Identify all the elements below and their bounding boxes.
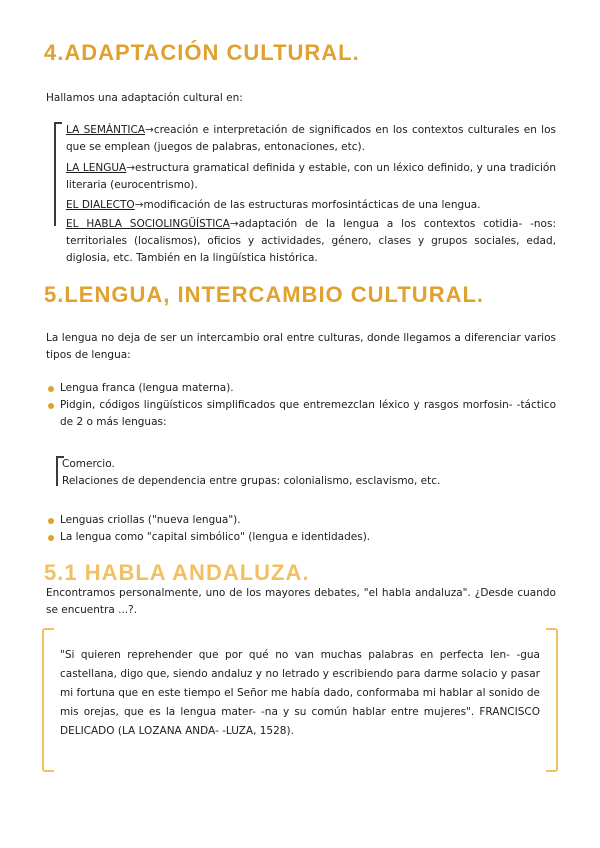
- section-5-1-intro: Encontramos personalmente, uno de los mayores debates, "el habla andaluza". ¿Desde cuando se encuentra ...?.: [46, 587, 556, 616]
- section-4-intro: Hallamos una adaptación cultural en:: [46, 92, 243, 104]
- right-bracket-decoration: [546, 628, 558, 772]
- language-types-list: [46, 380, 556, 431]
- arrow-icon: →: [126, 162, 136, 174]
- quote-box: [42, 628, 558, 772]
- list-item: Comercio.: [62, 458, 115, 470]
- list-item: Pidgin, códigos lingüísticos simplificados que entremezclan léxico y rasgos morfosin- -táctico de 2 o más lenguas:: [46, 397, 556, 431]
- adaptation-item-dialecto: [66, 197, 556, 214]
- section-5-intro: La lengua no deja de ser un intercambio oral entre culturas, donde llegamos a diferenciar varios tipos de lengua:: [46, 332, 556, 361]
- bullet-dot-icon: [48, 535, 54, 541]
- list-bracket: [54, 122, 66, 226]
- term-label: EL HABLA SOCIOLINGÜÍSTICA: [66, 218, 230, 230]
- term-description: estructura gramatical definida y estable, con un léxico definido, y una tradición literaria (eurocentrismo).: [66, 162, 556, 191]
- list-item: La lengua como "capital simbólico" (lengua e identidades).: [46, 529, 556, 546]
- adaptation-item-lengua: [66, 160, 556, 194]
- arrow-icon: →: [229, 218, 239, 230]
- section-5-title: 5.LENGUA, INTERCAMBIO CULTURAL.: [44, 282, 485, 307]
- term-description: modificación de las estructuras morfosintácticas de una lengua.: [143, 199, 481, 211]
- term-label: LA SEMÁNTICA: [66, 124, 145, 136]
- list-item: Relaciones de dependencia entre grupas: colonialismo, esclavismo, etc.: [62, 475, 441, 487]
- section-4-title: 4.ADAPTACIÓN CULTURAL.: [44, 40, 360, 65]
- language-types-list-2: [46, 512, 556, 546]
- term-label: LA LENGUA: [66, 162, 127, 174]
- list-item: Lengua franca (lengua materna).: [46, 380, 556, 397]
- term-description: creación e interpretación de significados en los contextos culturales en los que se emplean (juegos de palabras, entonaciones, etc).: [66, 124, 556, 153]
- term-label: EL DIALECTO: [66, 199, 135, 211]
- left-bracket-decoration: [42, 628, 54, 772]
- section-5-1-title: 5.1 HABLA ANDALUZA.: [44, 560, 310, 585]
- pidgin-context-list: [62, 456, 552, 490]
- bullet-dot-icon: [48, 518, 54, 524]
- bullet-dot-icon: [48, 386, 54, 392]
- term-description: adaptación de la lengua a los contextos cotidia- -nos: territoriales (localismos), oficios y actividades, género, clases y grupos sociales, edad, diglosia, etc. También en la lingüística histórica.: [66, 218, 556, 264]
- arrow-icon: →: [145, 124, 154, 136]
- delicado-quote: "Si quieren reprehender que por qué no van muchas palabras en perfecta len- -gua castellana, digo que, siendo andaluz y no letrado y escribiendo para darme solacio y pasar mi fortuna que en este tiempo el Señor me había dado, conformaba mi hablar al sonido de mis orejas, que es la lengua mater- -na y su común hablar entre mujeres". FRANCISCO DELICADO (LA LOZANA ANDA- -LUZA, 1528).: [60, 649, 540, 737]
- list-item: Lenguas criollas ("nueva lengua").: [46, 512, 556, 529]
- bullet-dot-icon: [48, 403, 54, 409]
- adaptation-item-semantica: [66, 122, 556, 156]
- arrow-icon: →: [134, 199, 144, 211]
- adaptation-item-habla: [66, 216, 556, 267]
